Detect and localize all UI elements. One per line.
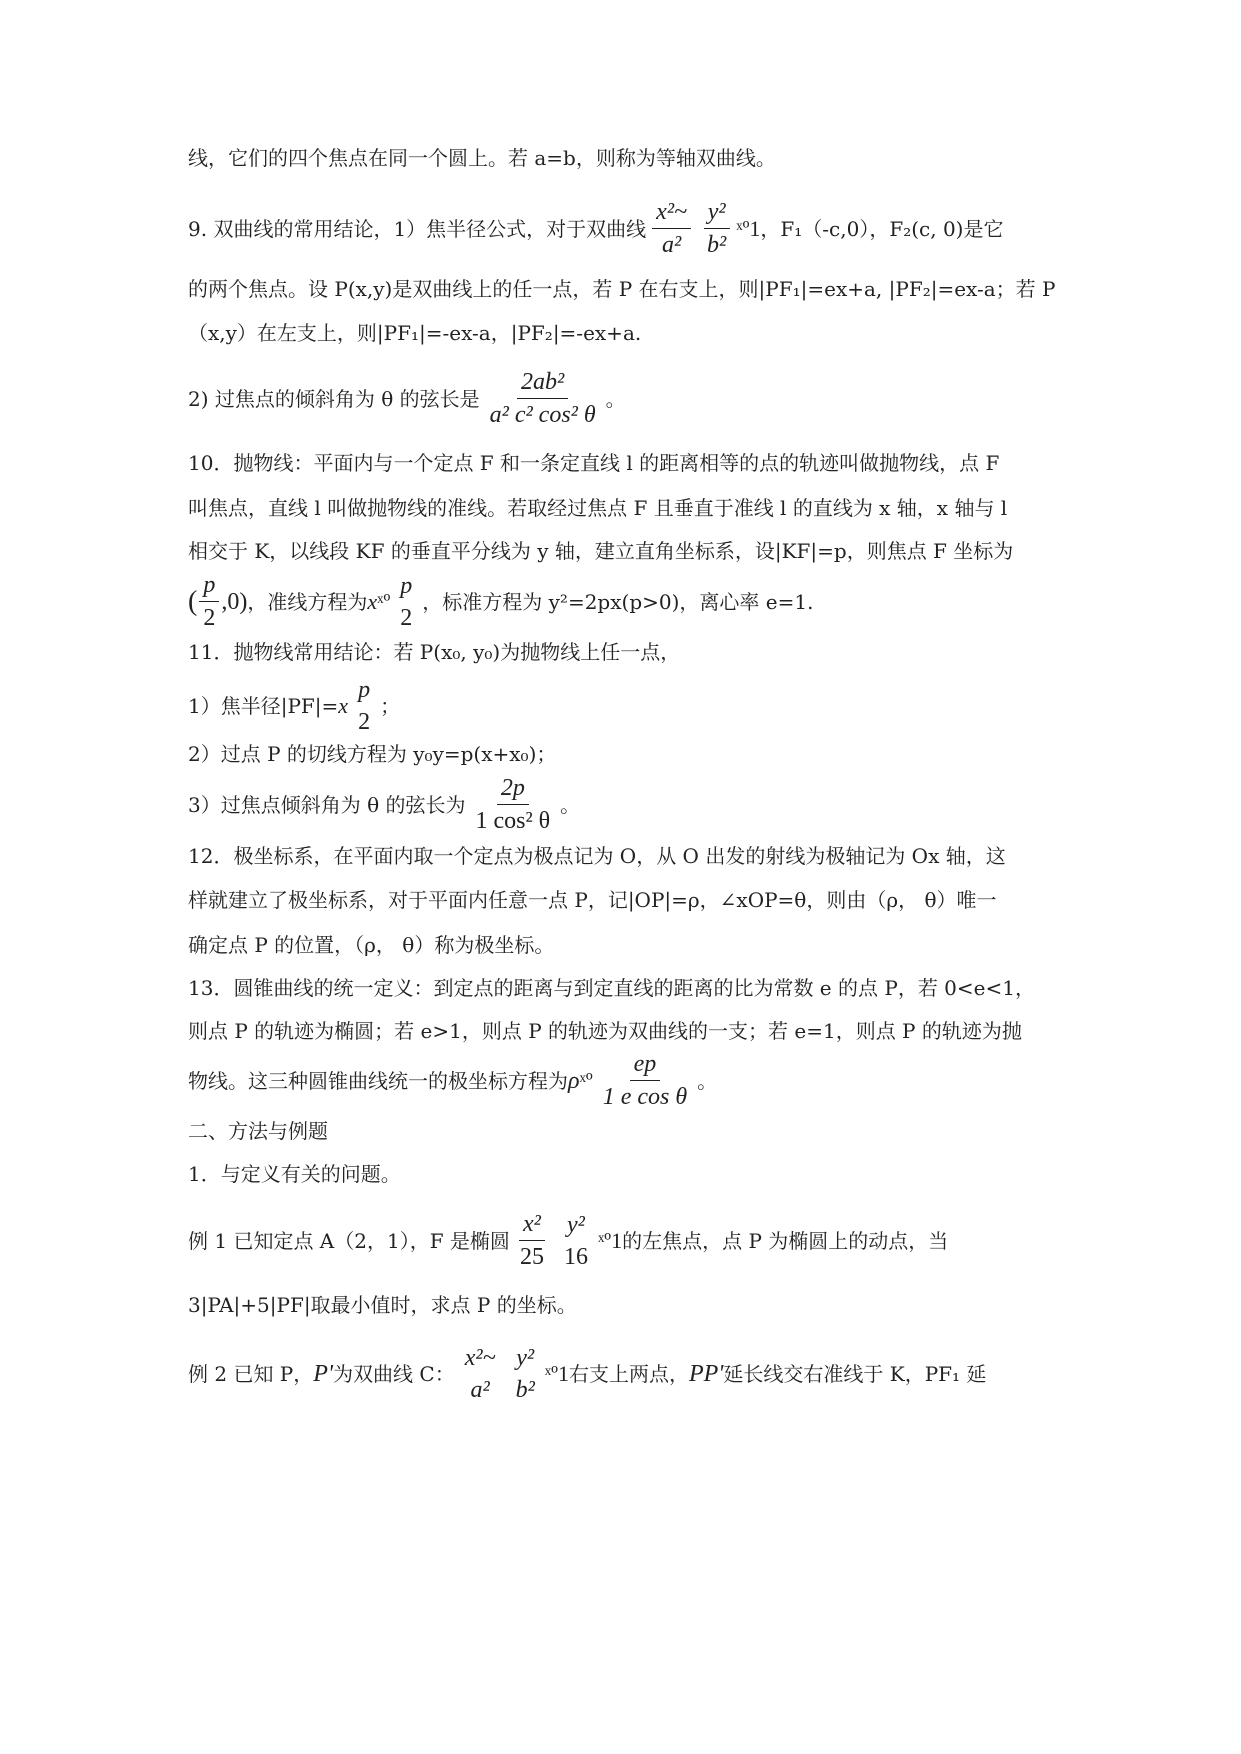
fraction-x2-a2-example2: x²~ a²: [464, 1345, 496, 1403]
text-line-8: 相交于 K，以线段 KF 的垂直平分线为 y 轴，建立直角坐标系，设|KF|=p，则焦点 F 坐标为: [188, 539, 1014, 563]
text-line-17: 13．圆锥曲线的统一定义：到定点的距离与到定直线的距离的比为常数 e 的点 P，若 0<e<1，: [188, 976, 1035, 1000]
fraction-x2-25: $\frac{\text{x²}}{25}$: [519, 1211, 544, 1270]
text-line-18: 则点 P 的轨迹为椭圆；若 e>1，则点 P 的轨迹为双曲线的一支；若 e=1，则点 P 的轨迹为抛: [188, 1019, 1022, 1043]
text-line-19: 物线。这三种圆锥曲线统一的极坐标方程为 ρ ˣº $\frac{ep}{\text{1 e cos θ}}$ 。: [188, 1051, 718, 1110]
text-line-3: 的两个焦点。设 P(x,y)是双曲线上的任一点，若 P 在右支上，则|PF₁|=ex+a, |PF₂|=ex-a；若 P: [188, 277, 1056, 301]
example-1-line-2: 3|PA|+5|PF|取最小值时，求点 P 的坐标。: [188, 1293, 577, 1317]
fraction-parabola-chord: $\frac{2p}{\text{1 cos² θ}}$: [475, 775, 551, 834]
fraction-chord-length: $\frac{\text{2ab²}}{\text{a² c² cos² θ}}$: [489, 369, 596, 428]
fraction-x2-a2: $\frac{\text{x²\textasciitilde{}}}{\text{a²}}$: [652, 200, 691, 257]
text-line-9: ( $\frac{p}{2}$ ,0) ，准线方程为 x ˣº p 2 ，标准方程为 y²=2px(p>0)，离心率 e=1.: [188, 572, 814, 631]
example-1-line-1: 例 1 已知定点 A（2，1），F 是椭圆 $\frac{\text{x²}}{25}$ y² 16 ˣº1 的左焦点，点 P 为椭圆上的动点，当: [188, 1211, 949, 1270]
fraction-focal-radius: p 2: [358, 677, 371, 735]
fraction-directrix-p-2: p 2: [400, 572, 413, 631]
text-line-15: 样就建立了极坐标系，对于平面内任意一点 P，记|OP|=ρ，∠xOP=θ，则由（ρ， θ）唯一: [188, 888, 997, 912]
text-line-6: 10．抛物线：平面内与一个定点 F 和一条定直线 l 的距离相等的点的轨迹叫做抛物线，点 F: [188, 451, 1000, 475]
subheading-definition-problems: 1．与定义有关的问题。: [188, 1162, 401, 1186]
text-line-10: 11．抛物线常用结论：若 P(x₀, y₀)为抛物线上任一点，: [188, 640, 681, 664]
text-line-2: 9. 双曲线的常用结论，1）焦半径公式，对于双曲线 $\frac{\text{x²\textasciitilde{}}}{\text{a²}}$ $\frac{\text{y²}}{\text{b²}}$ ˣº1 ，F₁（-c,0），F₂(c, 0)是它: [188, 199, 1004, 258]
text-line-4: （x,y）在左支上，则|PF₁|=-ex-a，|PF₂|=-ex+a.: [188, 321, 642, 345]
text-line-13: 3）过焦点倾斜角为 θ 的弦长为 $\frac{2p}{\text{1 cos² θ}}$ 。: [188, 775, 581, 834]
text-line-7: 叫焦点，直线 l 叫做抛物线的准线。若取经过焦点 F 且垂直于准线 l 的直线为 x 轴，x 轴与 l: [188, 496, 1008, 520]
section-heading-methods: 二、方法与例题: [188, 1119, 328, 1143]
text-line-1: 线，它们的四个焦点在同一个圆上。若 a=b，则称为等轴双曲线。: [188, 146, 776, 170]
example-2-line-1: 例 2 已知 P， P' 为双曲线 C： x²~ a² y² b² ˣº1 右支上两点， PP' 延长线交右准线于 K，PF₁ 延: [188, 1345, 987, 1403]
text-line-14: 12．极坐标系，在平面内取一个定点为极点记为 O，从 O 出发的射线为极轴记为 Ox 轴，这: [188, 844, 1006, 868]
text-line-5: 2) 过焦点的倾斜角为 θ 的弦长是 $\frac{\text{2ab²}}{\text{a² c² cos² θ}}$ 。: [188, 369, 626, 428]
text-line-16: 确定点 P 的位置，（ρ， θ）称为极坐标。: [188, 933, 555, 957]
text-line-12: 2）过点 P 的切线方程为 y₀y=p(x+x₀)；: [188, 742, 557, 766]
fraction-p-over-2: $\frac{p}{2}$: [199, 573, 219, 630]
fraction-y2-b2-example2: y² b²: [515, 1345, 535, 1403]
fraction-y2-16: y² 16: [563, 1211, 588, 1270]
text-line-11: 1）焦半径|PF|= x p 2 ；: [188, 677, 401, 735]
fraction-polar-equation: $\frac{ep}{\text{1 e cos θ}}$: [602, 1051, 688, 1110]
fraction-y2-b2: $\frac{\text{y²}}{\text{b²}}$: [703, 200, 730, 257]
